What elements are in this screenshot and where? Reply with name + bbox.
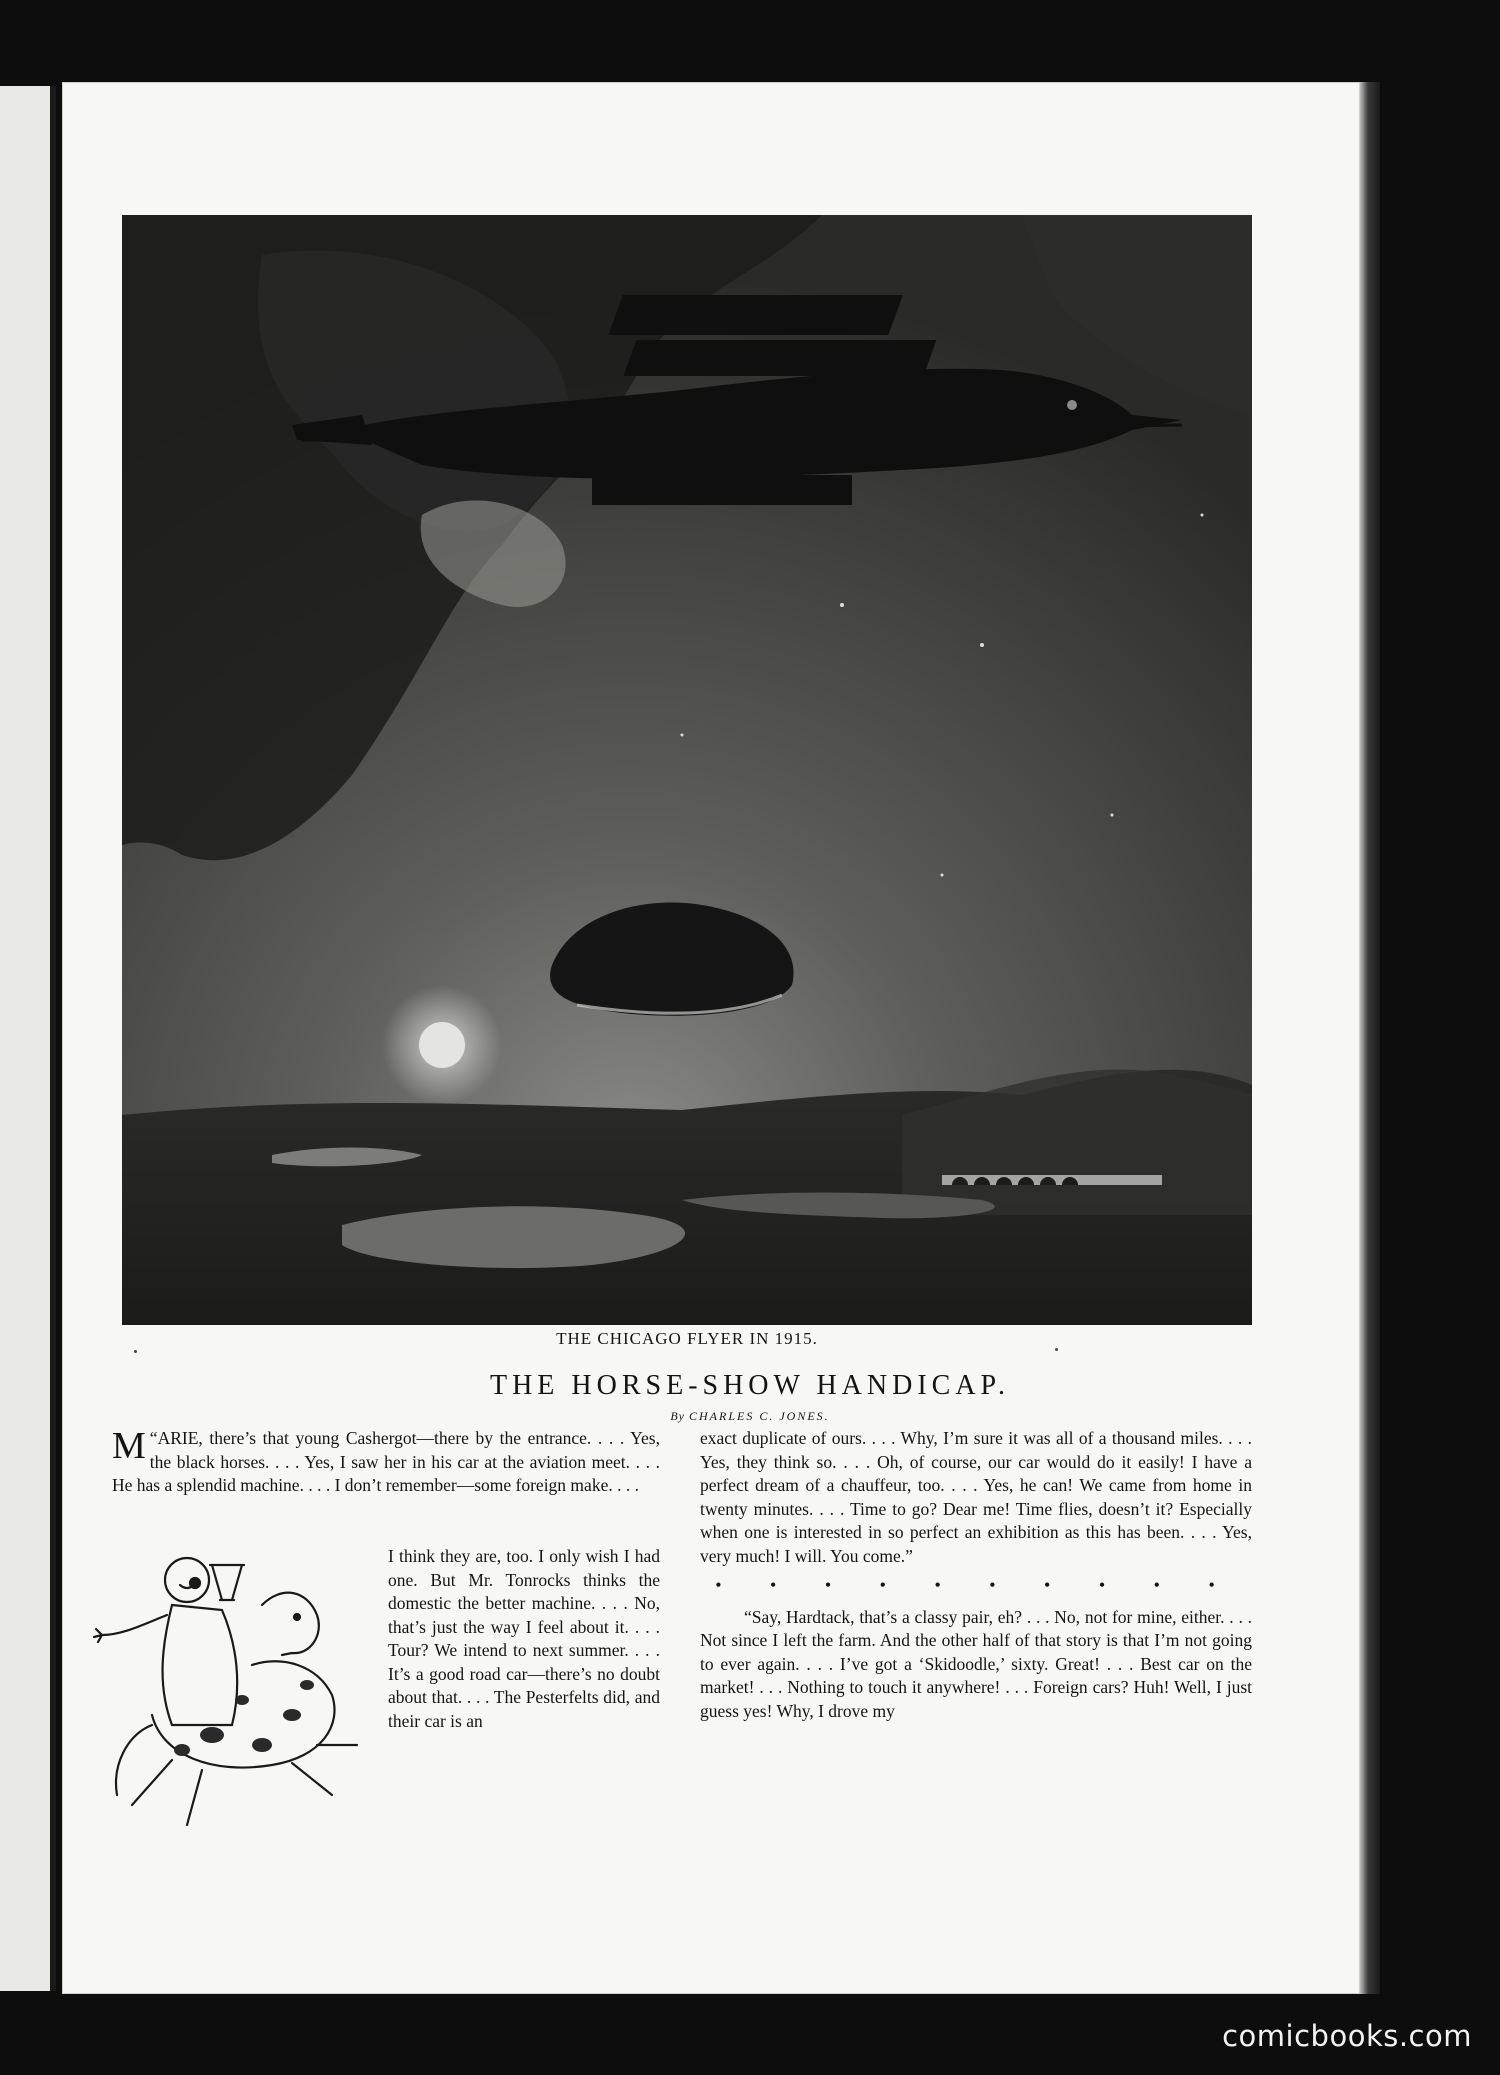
night-sky-airship-image [122, 215, 1252, 1325]
illustration-caption: THE CHICAGO FLYER IN 1915. [556, 1329, 818, 1348]
open-quote: “ [149, 1428, 158, 1448]
wrapped-paragraph: I think they are, too. I only wish I had one. But Mr. Tonrocks thinks the domestic the better machine. . . . No, that’s just the way I feel about it. . . . Tour? We intend to next summer. . . . It’s a good road car—there’s no doubt about that. . . . The Pesterfelts did, and their car is an [388, 1546, 660, 1731]
chicago-flyer-illustration [122, 215, 1252, 1325]
byline-prefix: By [670, 1409, 685, 1423]
byline-author: CHARLES C. JONES. [688, 1409, 830, 1423]
print-speck [134, 1350, 137, 1353]
page-edge-shadow [1360, 82, 1380, 1994]
opening-text: ARIE, there’s that young Cashergot—there by the entrance. . . . Yes, the black horses. . . . Yes, I saw her in his car at the aviation meet. . . . He has a splendid machine. . . . I don’t remember—some foreign make. . . . [112, 1428, 660, 1495]
section-separator: • • • • • • • • • • [715, 1575, 1237, 1595]
article-byline [0, 1409, 1500, 1424]
opening-paragraph [112, 1427, 660, 1498]
horse-rider-cartoon [92, 1535, 362, 1840]
article-column-right [700, 1427, 1252, 1723]
article-title: THE HORSE-SHOW HANDICAP. [489, 1370, 1011, 1401]
drop-cap: M [112, 1425, 146, 1467]
facing-page-edge [0, 86, 56, 1991]
print-speck [1055, 1348, 1058, 1351]
paragraph-continuation: exact duplicate of ours. . . . Why, I’m sure it was all of a thousand miles. . . . Yes, they think so. . . . Oh, of course, our car would do it easily! I have a perfect dream of a chauffeur, too. . . . Yes, he can! We came from home in twenty minutes. . . . Time to go? Dear me! Time flies, doesn’t it? Especially when one is interested in so perfect an exhibition as this has been. . . . Yes, very much! I will. You come.” [700, 1428, 1252, 1566]
cartoon-drawing [92, 1535, 362, 1840]
site-watermark: comicbooks.com [1222, 2019, 1472, 2053]
page-gutter [50, 86, 56, 1991]
paragraph-hardtack: “Say, Hardtack, that’s a classy pair, eh? . . . No, not for mine, either. . . . Not since I left the farm. And the other half of that story is that I’m not going to ever again. . . . I’ve got a ‘Skidoodle,’ sixty. Great! . . . Best car on the market! . . . Nothing to touch it anywhere! . . . Foreign cars? Huh! Well, I just guess yes! Why, I drove my [700, 1606, 1252, 1721]
